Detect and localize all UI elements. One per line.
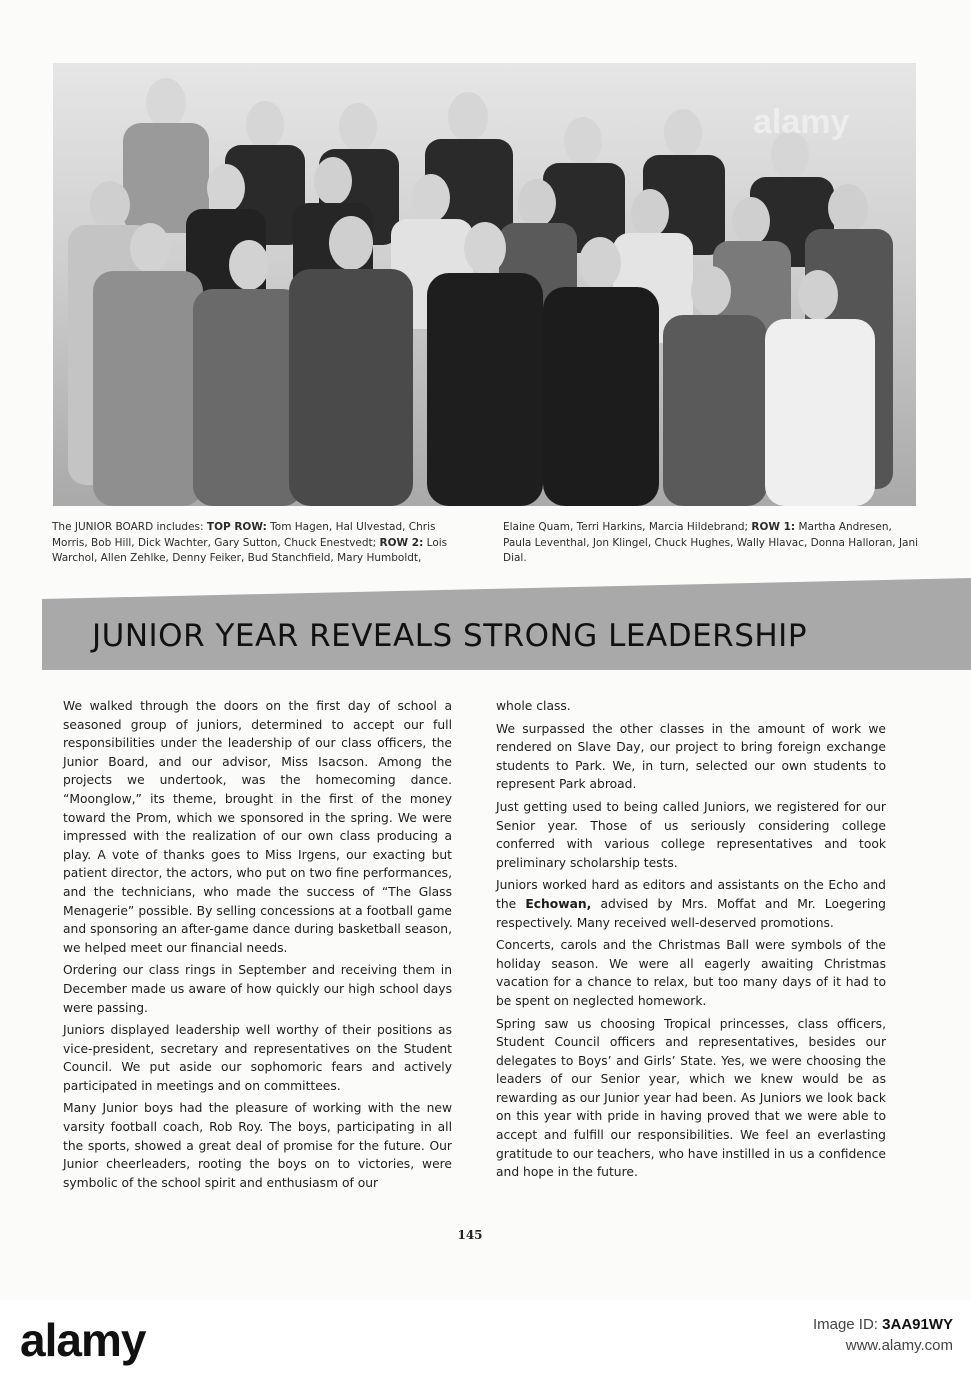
paragraph: We surpassed the other classes in the amount of work we rendered on Slave Day, our project to bring foreign exchange students to Park. We, in turn, selected our own students to represent Park abroad. — [496, 721, 886, 792]
caption-top-row-names: Tom Hagen, Hal Ulvestad, Chris Morris, Bob Hill, Dick Wachter, Gary Sutton, Chuck Enestvedt; — [52, 521, 436, 549]
image-id-label: Image ID: — [812, 1316, 878, 1333]
publication-name: Echowan, — [525, 896, 592, 911]
paragraph-part: Juniors worked hard as editors and assistants on the Echo and the — [496, 878, 886, 911]
image-id: 3AA91WY — [882, 1316, 953, 1333]
caption-row2-names: Lois Warchol, Allen Zehlke, Denny Feiker, Bud Stanchfield, Mary Humboldt, — [52, 536, 448, 564]
caption-row2-label: ROW 2: — [379, 536, 424, 549]
caption-row2-continued: Elaine Quam, Terri Harkins, Marcia Hildebrand; — [503, 521, 749, 533]
photo-caption-left — [52, 520, 452, 567]
page-number: 145 — [457, 1228, 483, 1242]
paragraph-part: advised by Mrs. Moffat and Mr. Loegering respectively. Many received well-deserved promotions. — [496, 896, 886, 930]
body-column-left — [63, 697, 452, 1196]
alamy-logo: alamy — [20, 1314, 146, 1366]
group-photo — [53, 63, 916, 506]
photo-caption-right — [503, 520, 923, 567]
group-photo-icon — [53, 63, 916, 506]
paragraph: Just getting used to being called Juniors, we registered for our Senior year. Those of us seriously considering college conferred with various college representatives and took preliminary scholarship tests. — [496, 799, 886, 870]
caption-top-row-label: TOP ROW: — [206, 521, 267, 533]
body-column-right — [496, 697, 886, 1186]
paragraph: Concerts, carols and the Christmas Ball were symbols of the holiday season. We were all eagerly awaiting Christmas vacation for a chance to relax, but too many days of it had to be spent on neglected homework. — [496, 938, 886, 1008]
caption-lead: The JUNIOR BOARD includes: — [52, 521, 204, 533]
paragraph: We walked through the doors on the first day of school a seasoned group of juniors, determined to accept our full responsibilities under the leadership of our class officers, the Junior Board, and our advisor, Miss Isacson. Among the projects we undertook, was the homecoming dance. “Moonglow,” its theme, brought in the first of the money toward the Prom, which we sponsored in the spring. We were impressed with the realization of our own class producing a play. A vote of thanks goes to Miss Irgens, our exacting but patient director, the actors, who put on two fine performances, and the technicians, who made the success of “The Glass Menagerie” possible. By selling concessions at a football game and sponsoring an after-game dance during basketball season, we helped meet our financial needs. — [63, 699, 452, 955]
caption-row1-label: ROW 1: — [751, 521, 796, 533]
watermark-site: www.alamy.com — [845, 1337, 953, 1354]
paragraph: Spring saw us choosing Tropical princesses, class officers, Student Council officers and representatives, besides our delegates to Boys’ and Girls’ State. Yes, we were choosing the leaders of our Senior year, which we knew would be as rewarding as our Junior year had been. As Juniors we look back on this year with pride in having proved that we were able to accept and fulfill our responsibilities. We feel an everlasting gratitude to our teachers, who have instilled in us a confidence and hope in the future. — [496, 1016, 886, 1180]
paragraph — [496, 876, 886, 932]
paragraph: Many Junior boys had the pleasure of working with the new varsity football coach, Rob Roy. The boys, participating in all the sports, showed a great deal of promise for the future. Our Junior cheerleaders, rooting the boys on to victories, were symbolic of the school spirit and enthusiasm of our — [63, 1101, 452, 1190]
watermark-meta — [813, 1316, 953, 1354]
paragraph: Ordering our class rings in September and receiving them in December made us aware of how quickly our high school days were passing. — [63, 963, 452, 1015]
photo-watermark: alamy — [753, 103, 850, 141]
paragraph: whole class. — [496, 699, 571, 713]
page-headline: JUNIOR YEAR REVEALS STRONG LEADERSHIP — [92, 618, 808, 654]
caption-row1-names: Martha Andresen, Paula Leventhal, Jon Klingel, Chuck Hughes, Wally Hlavac, Donna Halloran, Jani Dial. — [503, 521, 919, 564]
paragraph: Juniors displayed leadership well worthy of their positions as vice-president, secretary and representatives on the Student Council. We put aside our sophomoric fears and actively participated in meetings and on committees. — [63, 1023, 452, 1093]
